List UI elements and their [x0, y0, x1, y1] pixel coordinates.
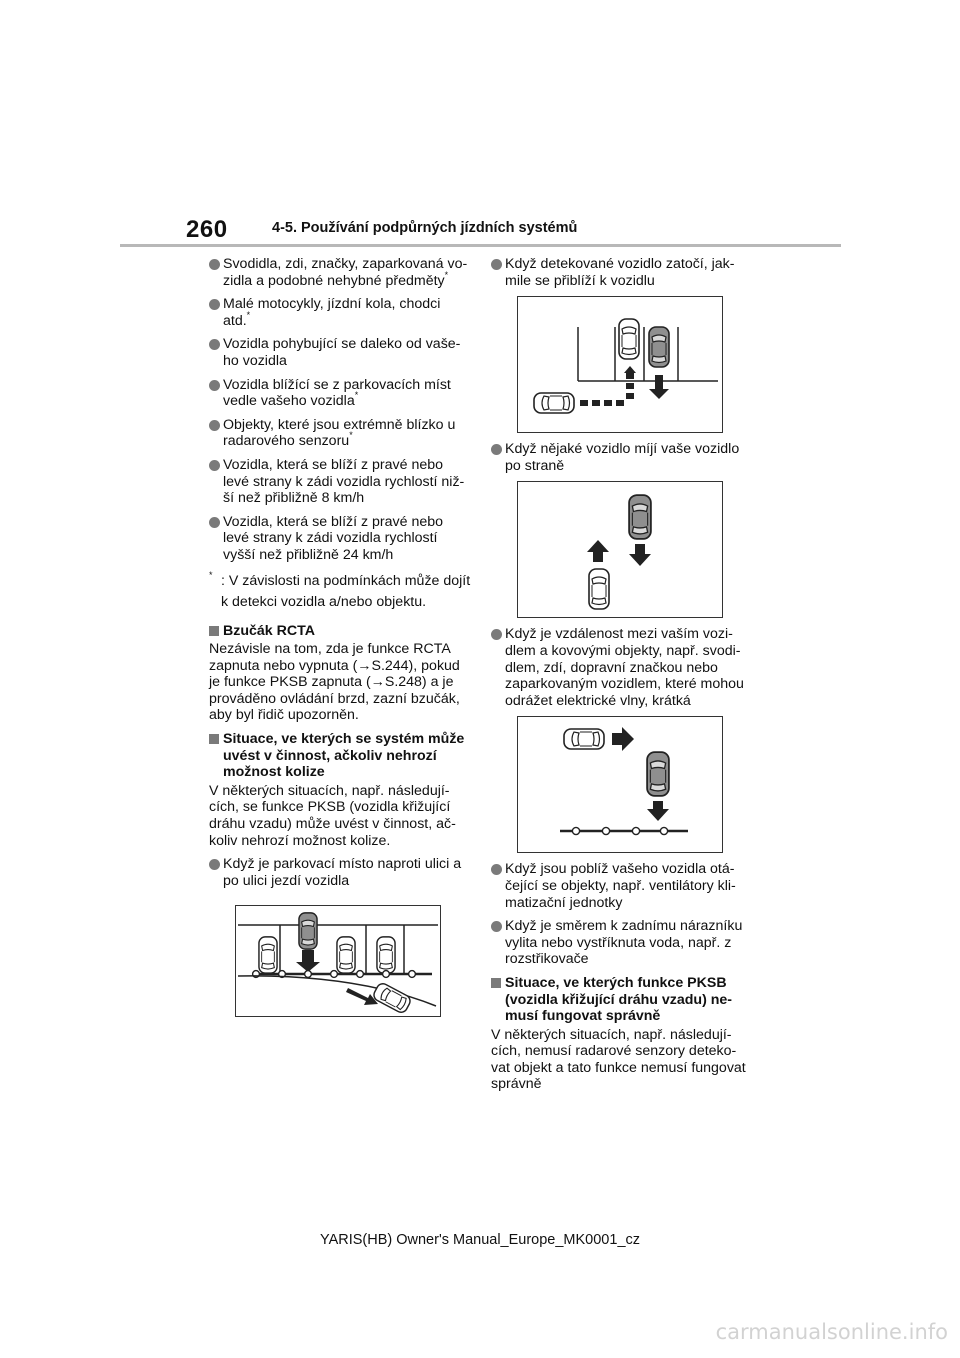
- list-item: Když jsou poblíž vašeho vozidla otá-čející se objekty, např. ventilátory kli-matizační jednotky: [491, 861, 753, 911]
- list-item: Vozidla, která se blíží z pravé nebo levé strany k zádi vozidla rychlostí niž-ší než přibližně 8 km/h: [209, 457, 471, 507]
- section-heading-false-activation: Situace, ve kterých se systém může uvést v činnost, ačkoliv nehrozí možnost kolize: [209, 731, 471, 781]
- list-item: Vozidla blížící se z parkovacích míst vedle vašeho vozidla*: [209, 377, 471, 410]
- list-item: Když detekované vozidlo zatočí, jak-mile se přiblíží k vozidlu: [491, 256, 753, 289]
- header-divider: [120, 244, 841, 247]
- footnote: * : V závislosti na podmínkách může dojít k detekci vozidla a/nebo objektu.: [209, 569, 471, 610]
- page-number: 260: [186, 216, 228, 243]
- section-body-false-activation: V některých situacích, např. následují-cích, se funkce PKSB (vozidla křižující dráhu vzadu) může uvést v činnost, ač-koliv nehrozí možnost kolize.: [209, 782, 456, 849]
- page-footer: YARIS(HB) Owner's Manual_Europe_MK0001_cz: [319, 1232, 641, 1248]
- figure-turning-vehicle: [517, 296, 723, 433]
- list-item: Když nějaké vozidlo míjí vaše vozidlo po straně: [491, 441, 753, 474]
- list-item: Svodidla, zdi, značky, zaparkovaná vo-zidla a podobné nehybné předměty*: [209, 256, 471, 289]
- watermark: carmanualsonline.info: [715, 1320, 948, 1344]
- figure-metal-objects: [517, 716, 723, 853]
- list-item: Když je směrem k zadnímu nárazníku vylita nebo vystříknuta voda, např. z rozstřikovače: [491, 918, 753, 968]
- chapter-title: 4-5. Používání podpůrných jízdních systémů: [272, 220, 578, 236]
- section-heading-buzzer: Bzučák RCTA: [209, 623, 471, 640]
- figure-passing-vehicle: [517, 481, 723, 618]
- left-column: [209, 256, 471, 1025]
- list-item: Malé motocykly, jízdní kola, chodci atd.*: [209, 296, 471, 329]
- list-item: Objekty, které jsou extrémně blízko u radarového senzoru*: [209, 417, 471, 450]
- right-column: [491, 256, 753, 1100]
- section-body-may-not-work: V některých situacích, např. následují-cích, nemusí radarové senzory deteko-vat objekt a tato funkce nemusí fungovat správně: [491, 1026, 746, 1093]
- list-item: Vozidla, která se blíží z pravé nebo levé strany k zádi vozidla rychlostí vyšší než přibližně 24 km/h: [209, 514, 471, 564]
- list-item: Vozidla pohybující se daleko od vaše-ho vozidla: [209, 336, 471, 369]
- section-heading-may-not-work: Situace, ve kterých funkce PKSB (vozidla křižující dráhu vzadu) ne-musí fungovat správně: [491, 975, 753, 1025]
- section-body-buzzer: Nezávisle na tom, zda je funkce RCTA zapnuta nebo vypnuta (→S.244), pokud je funkce PKSB zapnuta (→S.248) a je prováděno ovládání brzd, zazní bzučák, aby byl řidič upozorněn.: [209, 641, 460, 724]
- list-item: Když je vzdálenost mezi vaším vozi-dlem a kovovými objekty, např. svodi-dlem, zdí, dopravní značkou nebo zaparkovaným vozidlem, které mohou odrážet elektrické vlny, krátká: [491, 626, 753, 709]
- figure-parking-opposite-street: [235, 905, 441, 1017]
- list-item: Když je parkovací místo naproti ulici a po ulici jezdí vozidla: [209, 856, 471, 889]
